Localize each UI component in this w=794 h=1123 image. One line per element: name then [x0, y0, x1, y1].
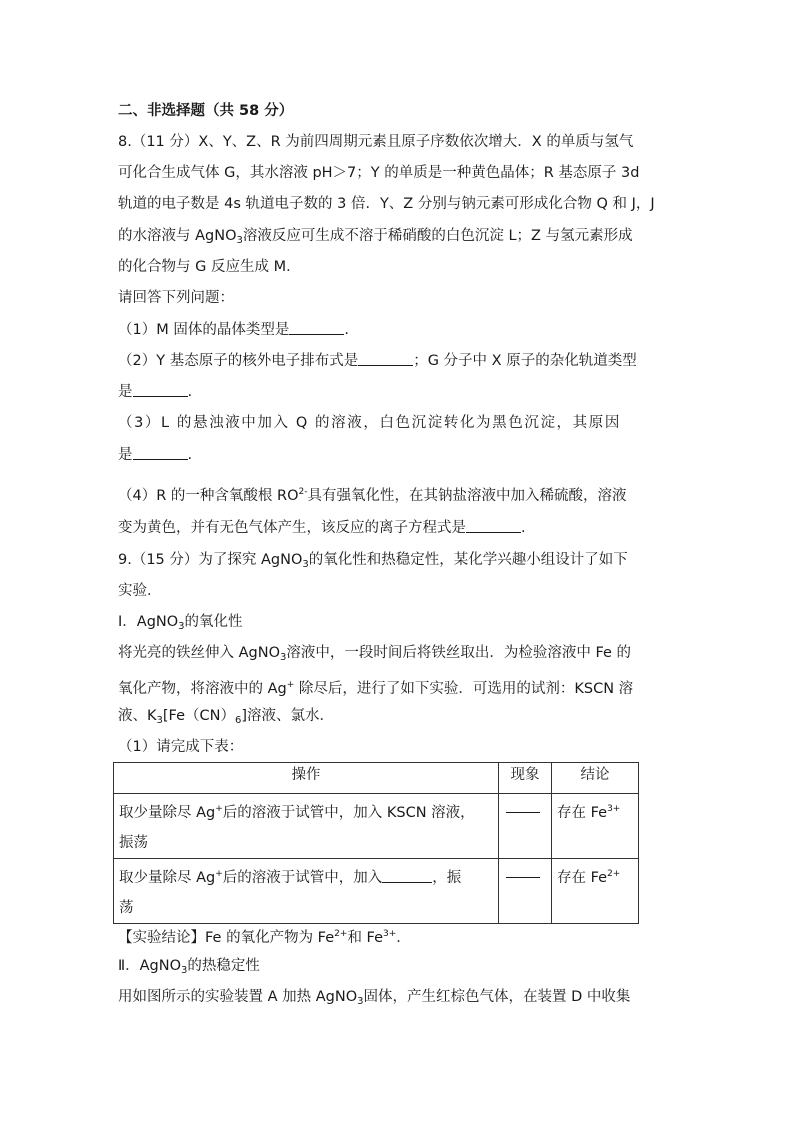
text-run: 液、K [118, 708, 157, 724]
text-run: 9.（15 分）为了探究 AgNO [118, 552, 303, 568]
q8-line-3: 轨道的电子数是 4s 轨道电子数的 3 倍．Y、Z 分别与钠元素可形成化合物 Q 和 J，J [118, 196, 655, 212]
text-run: 和 Fe [347, 930, 384, 946]
cell-line [119, 859, 493, 893]
experiment-conclusion [118, 924, 411, 948]
header-phenomenon: 现象 [499, 763, 552, 794]
text-run: 的氧化性 [184, 614, 243, 630]
q8-part-4-cont [118, 518, 526, 538]
text-run: （2）Y 基态原子的核外电子排布式是 [118, 353, 359, 369]
text-run: Ⅱ．AgNO [118, 958, 182, 974]
answer-blank[interactable] [466, 518, 521, 533]
subscript: 6 [235, 715, 242, 726]
q9-text-1 [118, 643, 631, 668]
text-run: Ⅰ．AgNO [118, 614, 179, 630]
q8-part-3-cont [118, 445, 192, 465]
subscript: 3 [357, 996, 364, 1007]
q8-part-2 [118, 351, 637, 371]
text-run: 具有强氧化性，在其钠盐溶液中加入稀硫酸，溶液 [307, 488, 627, 504]
answer-blank[interactable] [506, 877, 540, 878]
text-run: 后的溶液于试管中，加入 KSCN 溶液， [222, 805, 475, 821]
answer-blank[interactable] [133, 445, 188, 460]
answer-blank[interactable] [382, 868, 432, 883]
answer-blank[interactable] [289, 320, 344, 335]
q9-section-2-title [118, 956, 260, 981]
cell-conclusion [552, 794, 639, 859]
cell-conclusion [552, 859, 639, 924]
period: . [187, 447, 193, 463]
q9-section-2-text [118, 987, 630, 1012]
q8-line-4 [118, 226, 633, 251]
text-run: [Fe（CN） [162, 708, 235, 724]
period: . [187, 384, 193, 400]
text-run: 溶液反应可生成不溶于稀硝酸的白色沉淀 L；Z 与氢元素形成 [242, 228, 633, 244]
subscript: 3 [280, 652, 287, 663]
experiment-table [113, 762, 639, 924]
period: ． [396, 930, 411, 946]
text-run: 将光亮的铁丝伸入 AgNO [118, 645, 280, 661]
period: . [521, 520, 526, 536]
cell-operation [114, 794, 499, 859]
cell-line: 荡 [119, 900, 134, 916]
text-run: （4）R 的一种含氧酸根 RO [118, 488, 299, 504]
superscript: 2- [298, 487, 308, 497]
text-run: 存在 Fe [557, 805, 608, 821]
text-run: 固体，产生红棕色气体，在装置 D 中收集 [363, 989, 631, 1005]
text-run: 是 [118, 447, 133, 463]
period: . [344, 322, 349, 338]
text-run: 的水溶液与 AgNO [118, 228, 237, 244]
q8-part-3: （3）L 的悬浊液中加入 Q 的溶液，白色沉淀转化为黑色沉淀，其原因 [118, 415, 621, 431]
table-row [114, 794, 639, 859]
q9-section-1-title [118, 612, 243, 637]
text-run: 后的溶液于试管中，加入 [222, 870, 383, 886]
superscript: 2+ [607, 869, 621, 879]
text-run: 取少量除尽 Ag [119, 805, 216, 821]
header-conclusion: 结论 [552, 763, 639, 794]
table-header-row [114, 763, 639, 794]
q9-line-2: 实验． [118, 583, 162, 599]
superscript: 3+ [383, 929, 397, 939]
text-run: 溶液中，一段时间后将铁丝取出．为检验溶液中 Fe 的 [286, 645, 632, 661]
cell-line: 振荡 [119, 835, 148, 851]
q8-part-2-cont [118, 382, 192, 402]
text-run: 氧化产物，将溶液中的 Ag [118, 681, 287, 697]
text-run: ]溶液、氯水． [241, 708, 335, 724]
q8-line-1 [118, 132, 633, 152]
q9-text-2 [118, 675, 633, 699]
cell-line [557, 859, 633, 893]
text-run: 是 [118, 384, 133, 400]
superscript: + [215, 869, 223, 879]
cell-line [119, 794, 493, 828]
text-run: 取少量除尽 Ag [119, 870, 216, 886]
superscript: 3+ [607, 804, 621, 814]
subscript: 3 [236, 235, 243, 246]
text-run: 用如图所示的实验装置 A 加热 AgNO [118, 989, 358, 1005]
q8-line-2: 可化合生成气体 G，其水溶液 pH＞7；Y 的单质是一种黄色晶体；R 基态原子 3d [118, 165, 640, 181]
text-run: ，振 [432, 870, 462, 886]
text-run: 的热稳定性 [187, 958, 260, 974]
answer-blank[interactable] [358, 351, 413, 366]
text-run: 除尽后，进行了如下实验．可选用的试剂：KSCN 溶 [294, 681, 634, 697]
q8-part-4 [118, 482, 627, 506]
text-run: 变为黄色，并有无色气体产生，该反应的离子方程式是 [118, 520, 466, 536]
q8-prompt: 请回答下列问题： [118, 290, 234, 306]
superscript: + [215, 804, 223, 814]
table-row [114, 859, 639, 924]
answer-blank[interactable] [506, 812, 540, 813]
subscript: 3 [178, 621, 185, 632]
subscript: 3 [156, 715, 163, 726]
answer-blank[interactable] [133, 382, 188, 397]
text-run: ；G 分子中 X 原子的杂化轨道类型 [413, 353, 637, 369]
subscript: 3 [181, 965, 188, 976]
text-run: 【实验结论】Fe 的氧化产物为 Fe [118, 930, 335, 946]
q8-text: 8.（11 分）X、Y、Z、R 为前四周期元素且原子序数依次增大．X 的单质与氢气 [118, 134, 634, 150]
q9-text-3 [118, 706, 334, 731]
cell-phenomenon [499, 859, 552, 924]
q9-line-1 [118, 550, 628, 575]
q8-line-5: 的化合物与 G 反应生成 M． [118, 259, 301, 275]
text-run: （1）M 固体的晶体类型是 [118, 322, 290, 338]
cell-operation [114, 859, 499, 924]
subscript: 3 [302, 559, 309, 570]
q9-part-1: （1）请完成下表： [118, 739, 244, 755]
cell-phenomenon [499, 794, 552, 859]
q8-part-1 [118, 320, 349, 340]
text-run: 的氧化性和热稳定性，某化学兴趣小组设计了如下 [308, 552, 628, 568]
text-run: 存在 Fe [557, 870, 608, 886]
cell-line [557, 794, 633, 828]
superscript: 2+ [334, 929, 348, 939]
superscript: + [286, 680, 295, 690]
section-title: 二、非选择题（共 58 分） [118, 103, 294, 119]
header-operation: 操作 [114, 763, 499, 794]
